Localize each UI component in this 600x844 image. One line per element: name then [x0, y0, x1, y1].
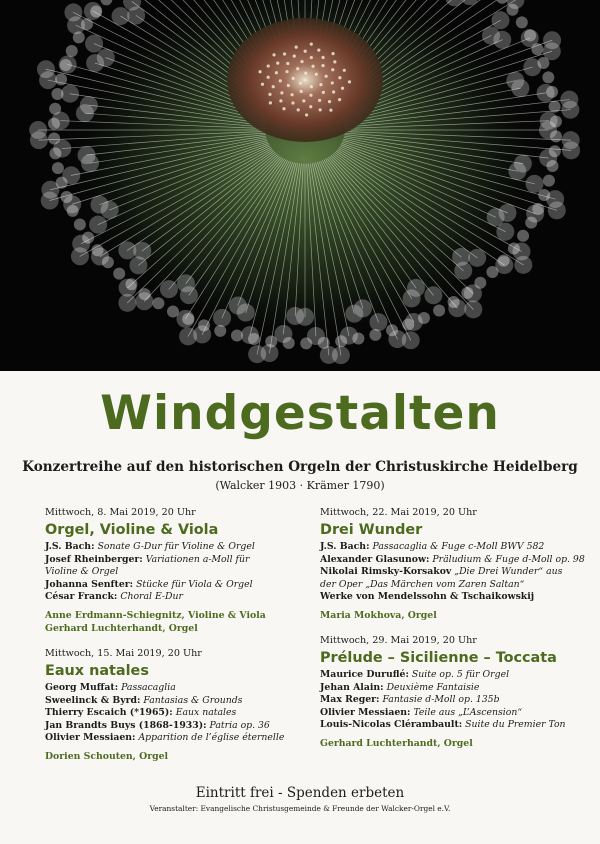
concert-3	[45, 647, 315, 763]
poster-subtitle: Konzertreihe auf den historischen Orgeln der Christuskirche Heidelberg	[22, 459, 578, 475]
concert-title: Eaux natales	[45, 663, 149, 679]
concert-program	[45, 541, 315, 604]
performer: Gerhard Luchterhandt, Orgel	[320, 737, 473, 749]
organ-info: (Walcker 1903 · Krämer 1790)	[215, 479, 385, 492]
concert-title: Drei Wunder	[320, 522, 423, 538]
program-item: Jan Brandts Buys (1868-1933): Patria op. 36	[45, 719, 270, 731]
dandelion-illustration	[0, 0, 600, 371]
program-item: Sweelinck & Byrd: Fantasias & Grounds	[45, 694, 243, 706]
concert-4	[320, 634, 590, 750]
program-item: Thierry Escaich (*1965): Eaux natales	[45, 707, 237, 719]
admission-note: Eintritt frei - Spenden erbeten	[195, 785, 405, 801]
program-item: Louis-Nicolas Clérambault: Suite du Premier Ton	[320, 719, 566, 731]
program-item: Nikolai Rimsky-Korsakov „Die Drei Wunder“ aus der Oper „Das Märchen vom Zaren Saltan“	[320, 566, 563, 590]
program-item: J.S. Bach: Sonate G-Dur für Violine & Orgel	[45, 541, 255, 552]
concert-program	[320, 669, 590, 732]
concert-1	[45, 506, 315, 635]
concert-program	[45, 682, 315, 745]
performer: Gerhard Luchterhandt, Orgel	[45, 622, 198, 634]
performer: Maria Mokhova, Orgel	[320, 609, 437, 621]
program-item: Johanna Senfter: Stücke für Viola & Orgel	[45, 578, 253, 590]
program-item: Jehan Alain: Deuxième Fantaisie	[320, 681, 480, 693]
program-item: Maurice Duruflé: Suite op. 5 für Orgel	[320, 669, 510, 680]
concert-performers	[45, 750, 315, 763]
concert-date: Mittwoch, 15. Mai 2019, 20 Uhr	[45, 648, 202, 659]
program-item: Max Reger: Fantasie d-Moll op. 135b	[320, 694, 500, 706]
concert-title: Prélude – Sicilienne – Toccata	[320, 650, 557, 666]
program-item: J.S. Bach: Passacaglia & Fuge c-Moll BWV 582	[320, 541, 545, 552]
hero-dandelion-image	[0, 0, 600, 371]
concert-performers	[320, 737, 590, 750]
concert-performers	[320, 609, 590, 622]
program-item: Olivier Messiaen: Teile aus „L’Ascension“	[320, 706, 523, 718]
concert-date: Mittwoch, 22. Mai 2019, 20 Uhr	[320, 507, 477, 518]
program-item: Olivier Messiaen: Apparition de l’église éternelle	[45, 732, 285, 744]
program-item: Alexander Glasunow: Präludium & Fuge d-Moll op. 98	[320, 553, 585, 565]
concert-date: Mittwoch, 29. Mai 2019, 20 Uhr	[320, 635, 477, 646]
program-item: Georg Muffat: Passacaglia	[45, 682, 176, 693]
concert-2	[320, 506, 590, 622]
organizer-note: Veranstalter: Evangelische Christusgemeinde & Freunde der Walcker-Orgel e.V.	[149, 804, 451, 813]
performer: Dorien Schouten, Orgel	[45, 750, 169, 762]
concert-date: Mittwoch, 8. Mai 2019, 20 Uhr	[45, 507, 196, 518]
program-item: Josef Rheinberger: Variationen a-Moll für Violine & Orgel	[45, 553, 250, 578]
program-item: César Franck: Choral E-Dur	[45, 591, 183, 603]
concert-performers	[45, 609, 315, 635]
poster-title: Windgestalten	[100, 386, 500, 441]
concert-program	[320, 541, 590, 604]
performer: Anne Erdmann-Schiegnitz, Violine & Viola	[45, 609, 266, 621]
program-item: Werke von Mendelssohn & Tschaikowskij	[320, 591, 535, 603]
concert-title: Orgel, Violine & Viola	[45, 522, 219, 538]
